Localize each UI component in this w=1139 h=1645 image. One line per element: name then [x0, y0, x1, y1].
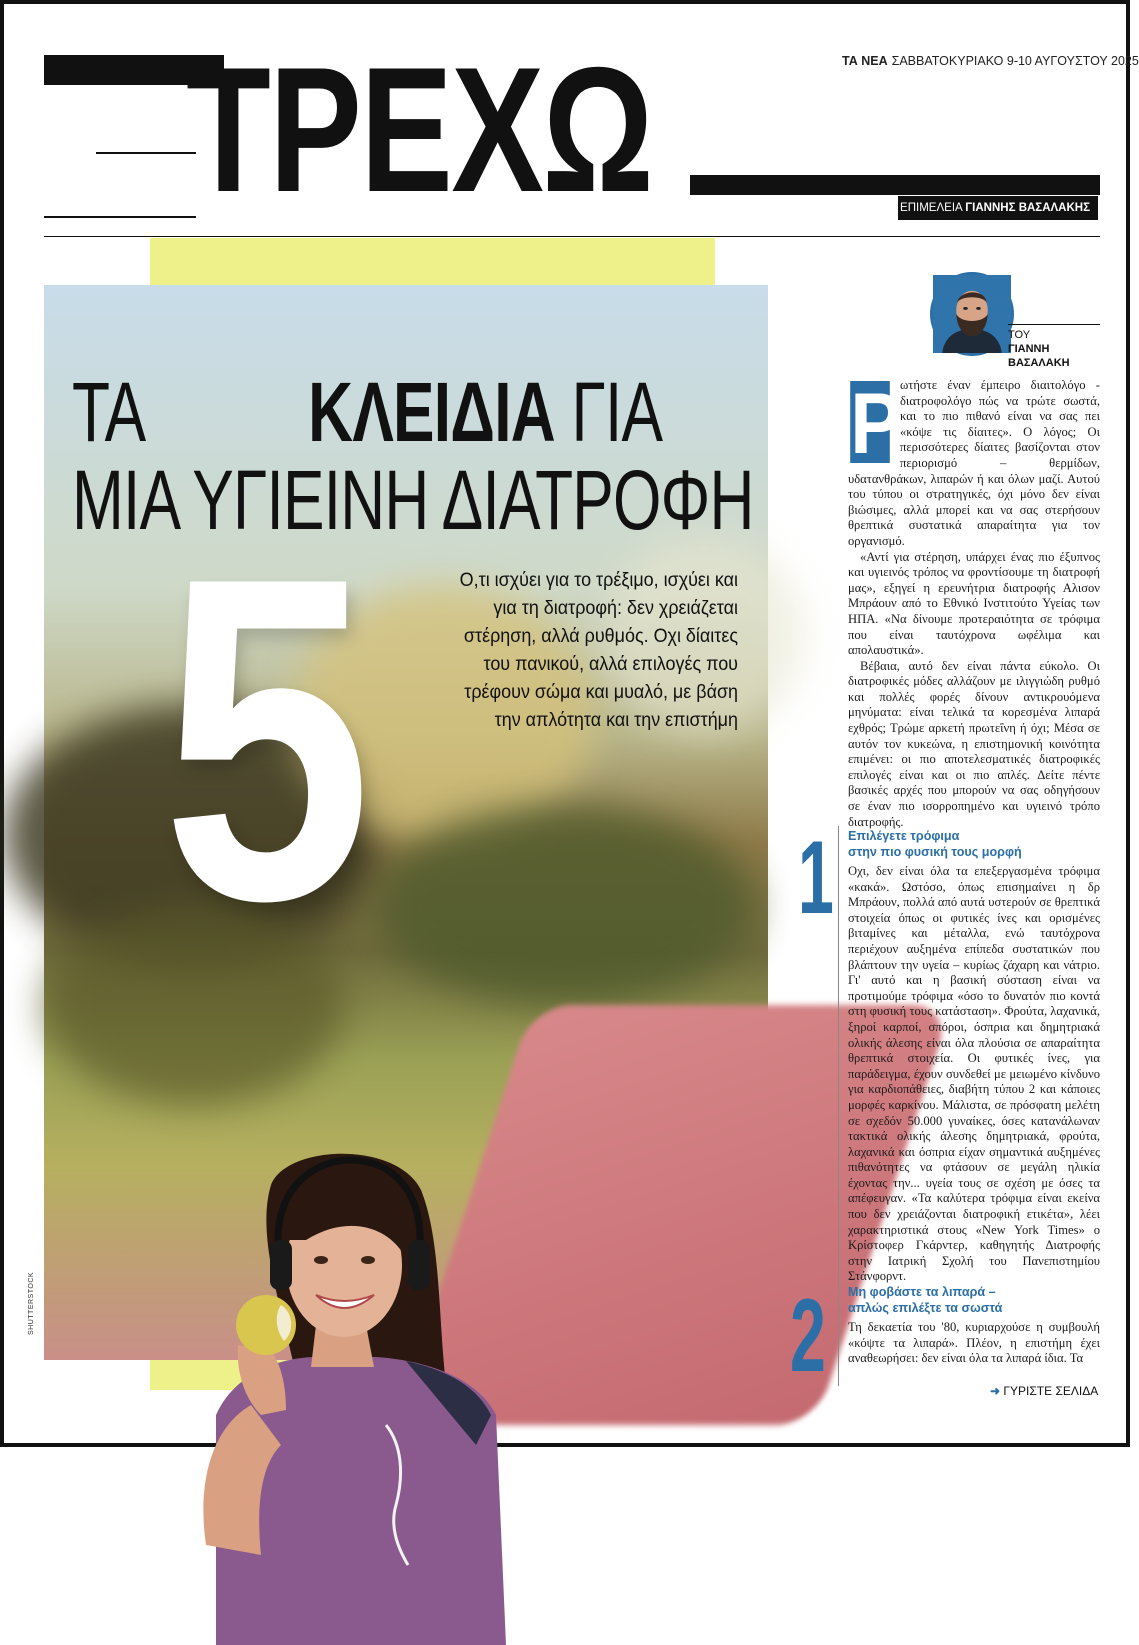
section-1-title-line1: Επιλέγετε τρόφιμα [848, 829, 960, 843]
turn-page-label: ΓΥΡΙΣΤΕ ΣΕΛΙΔΑ [1003, 1384, 1099, 1398]
author-avatar [930, 272, 1014, 356]
turn-page[interactable] [990, 1384, 1098, 1398]
deck-text: Ο,τι ισχύει για το τρέξιμο, ισχύει και για τη διατροφή: δεν χρειάζεται στέρηση, αλλά ρυθμός. Οχι δίαιτες του πανικού, αλλά επιλογές που τρέφουν σώμα και μυαλό, με βάση την απλότητα και την επιστήμη [459, 569, 738, 731]
masthead-rule [44, 216, 196, 218]
section-number-1: 1 [798, 820, 834, 936]
intro-paragraph-2: «Αντί για στέρηση, υπάρχει ένας πιο έξυπνος και υγιεινός τρόπος να φροντίσουμε τη διατροφή μας», εξηγεί η ερευνήτρια διατροφής Αλισον Μπράουν από το Εθνικό Ινστιτούτο Υγείας των ΗΠΑ. «Να δίνουμε προτεραιότητα σε τρόφιμα που είναι ταυτόχρονα ωφέλιμα και απολαυστικά». [848, 549, 1100, 658]
byline-first-name: ΓΙΑΝΝΗ [1008, 343, 1050, 355]
big-number-five: 5 [162, 483, 372, 996]
section-2-body [848, 1320, 1100, 1368]
byline-prefix: ΤΟΥ [1008, 329, 1031, 341]
masthead-bar-right [690, 175, 1100, 195]
column-rule [838, 826, 839, 1386]
section-2-paragraph: Τη δεκαετία του '80, κυριαρχούσε η συμβουλή «κόψτε τα λιπαρά». Πλέον, η επιστήμη έχει αναθεωρήσει: δεν είναι όλα τα λιπαρά ίδια. Τα [848, 1320, 1100, 1366]
header-divider [44, 236, 1100, 237]
author-byline [1008, 324, 1100, 370]
editor-credit [898, 196, 1098, 220]
headline [72, 365, 754, 547]
photo-trees [374, 805, 754, 1005]
section-2-title-line2: απλώς επιλέξτε τα σωστά [848, 1301, 1003, 1315]
editor-label: ΕΠΙΜΕΛΕΙΑ [900, 202, 963, 214]
section-1-body [848, 864, 1100, 1284]
author-portrait [933, 275, 1011, 353]
headline-ta: ΤΑ [72, 365, 142, 459]
masthead-rule [96, 152, 196, 154]
intro-paragraph-1: ωτήστε έναν έμπειρο διαιτολόγο - διατροφολόγο πώς να τρώτε σωστά, και το πιο πιθανό είναι να σας πει «κόψε τις δίαιτες». Ο λόγος; Οι περισσότερες δίαιτες βασίζονται στον περιορισμό – θερμίδων, υδατανθράκων, λιπαρών ή και όλων μαζί. Αυτού του τύπου οι στρατηγικές, όχι μόνο δεν είναι βιώσιμες, αλλά μπορεί και να σας στερήσουν θρεπτικά συστατικά απαραίτητα για τον οργανισμό. [848, 378, 1100, 548]
section-1-title-line2: στην πιο φυσική τους μορφή [848, 845, 1022, 859]
arrow-right-icon: ➜ [990, 1384, 1001, 1398]
byline-last-name: ΒΑΣΑΛΑΚΗ [1008, 357, 1070, 369]
issue-date: ΣΑΒΒΑΤΟΚΥΡΙΑΚΟ 9-10 ΑΥΓΟΥΣΤΟΥ 2025 [891, 54, 1139, 68]
section-1-title [848, 828, 1100, 860]
editor-name: ΓΙΑΝΝΗΣ ΒΑΣΑΛΑΚΗΣ [965, 202, 1090, 214]
headline-bold: ΚΛΕΙΔΙΑ [308, 365, 555, 459]
article-intro [848, 376, 1100, 829]
paper-name: ΤΑ ΝΕΑ [842, 54, 888, 68]
headline-line2: ΜΙΑ ΥΓΙΕΙΝΗ ΔΙΑΤΡΟΦΗ [72, 453, 754, 547]
section-2-title-line1: Μη φοβάστε τα λιπαρά – [848, 1285, 996, 1299]
headline-gia: ΓΙΑ [571, 365, 663, 459]
section-1-paragraph: Οχι, δεν είναι όλα τα επεξεργασμένα τρόφιμα «κακά». Ωστόσο, όπως επισημαίνει η δρ Μπράουν, πολλά από αυτά υστερούν σε θρεπτικά στοιχεία όπως οι φυτικές ίνες και ορισμένες βιταμίνες και μέταλλα, ενώ ταυτόχρονα περιέχουν αυξημένα επίπεδα συστατικών που βλάπτουν την υγεία – κυρίως ζάχαρη και νάτριο. Γι' αυτό και η βασική σύσταση είναι να προτιμούμε τρόφιμα «όσο το δυνατόν πιο κοντά στη φυσική τους κατάσταση». Φρούτα, λαχανικά, ξηροί καρποί, σπόροι, όσπρια και δημητριακά ολικής άλεσης είναι όλα πλούσια σε απαραίτητα θρεπτικά στοιχεία. Οι φυτικές ίνες, για παράδειγμα, έχουν συνδεθεί με μειωμένο κίνδυνο για καρδιοπάθειες, διαβήτη τύπου 2 και κάποιες μορφές καρκίνου. Μάλιστα, σε πρόσφατη μελέτη σε σχεδόν 50.000 γυναίκες, όσες κατανάλωναν τακτικά ολικής άλεσης δημητριακά, φρούτα, λαχανικά και όσπρια είχαν σημαντικά αυξημένες πιθανότητες να φτάσουν σε μεγάλη ηλικία έχοντας την... υγεία τους σε σχέση με όσες τα απέφευγαν. «Τα καλύτερα τρόφιμα είναι εκείνα που δεν χρειάζονται διατροφική ετικέτα», λέει χαρακτηριστικά στους «New York Times» ο Κρίστοφερ Γκάρντερ, καθηγητής Διατροφής στην Ιατρική Σχολή του Πανεπιστημίου Στάνφορντ. [848, 864, 1100, 1284]
section-2-title [848, 1284, 1100, 1316]
intro-paragraph-3: Βέβαια, αυτό δεν είναι πάντα εύκολο. Οι διατροφικές μόδες αλλάζουν με ιλιγγιώδη ρυθμό και πολλές φορές δίνουν αντικρουόμενα μηνύματα: είναι τελικά τα κορεσμένα λιπαρά εχθρός; Τρώμε αρκετή πρωτεΐνη ή όχι; Μέσα σε αυτόν τον κυκεώνα, η επιστημονική κοινότητα επιμένει: οι πιο αποτελεσματικές διατροφικές επιλογές είναι και οι πιο απλές. Δείτε πέντε βασικές αρχές που μπορούν να σας οδηγήσουν σε έναν πιο ισορροπημένο και υγιεινό τρόπο διατροφής. [848, 658, 1100, 829]
dropcap: Ρ [850, 376, 902, 472]
photo-credit: SHUTTERSTOCK [28, 1271, 35, 1335]
woman-with-apple-illustration [176, 1145, 556, 1645]
section-number-2: 2 [790, 1278, 826, 1394]
paper-info [842, 54, 1139, 68]
section-title: ΤΡΕΧΩ [186, 30, 653, 229]
